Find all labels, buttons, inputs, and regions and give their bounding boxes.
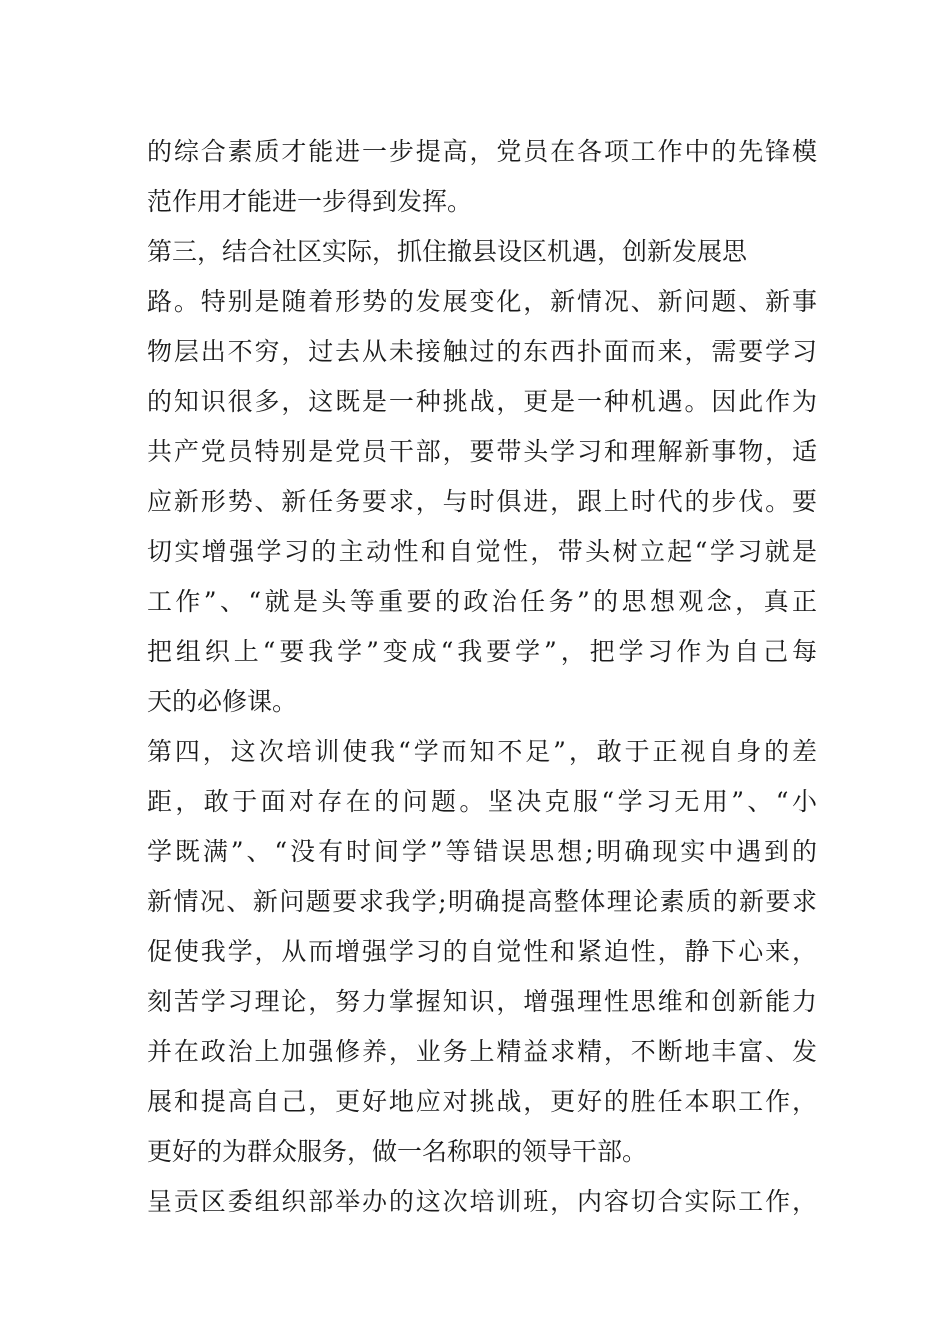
text-line: 的知识很多，这既是一种挑战，更是一种机遇。因此作为: [147, 387, 817, 416]
text-line: 展和提高自己，更好地应对挑战，更好的胜任本职工作，: [147, 1087, 817, 1116]
text-line: 应新形势、新任务要求，与时俱进，跟上时代的步伐。要: [147, 487, 817, 516]
text-line: 把组织上“要我学”变成“我要学”，把学习作为自己每: [147, 637, 817, 666]
text-line: 呈贡区委组织部举办的这次培训班，内容切合实际工作，: [147, 1187, 817, 1216]
text-line: 路。特别是随着形势的发展变化，新情况、新问题、新事: [147, 287, 817, 316]
text-line: 促使我学，从而增强学习的自觉性和紧迫性，静下心来，: [147, 937, 817, 966]
text-line: 并在政治上加强修养，业务上精益求精，不断地丰富、发: [147, 1037, 817, 1066]
text-line: 刻苦学习理论，努力掌握知识，增强理性思维和创新能力: [147, 987, 817, 1016]
text-line: 新情况、新问题要求我学;明确提高整体理论素质的新要求: [147, 887, 817, 916]
text-line: 第四，这次培训使我“学而知不足”，敢于正视自身的差: [147, 737, 817, 766]
text-line: 共产党员特别是党员干部，要带头学习和理解新事物，适: [147, 437, 817, 466]
text-line: 学既满”、“没有时间学”等错误思想;明确现实中遇到的: [147, 837, 817, 866]
text-line: 天的必修课。: [147, 687, 298, 716]
text-line: 物层出不穷，过去从未接触过的东西扑面而来，需要学习: [147, 337, 817, 366]
text-line: 的综合素质才能进一步提高，党员在各项工作中的先锋模: [147, 137, 817, 166]
text-line: 范作用才能进一步得到发挥。: [147, 187, 473, 216]
text-line: 距，敢于面对存在的问题。坚决克服“学习无用”、“小: [147, 787, 817, 816]
text-line: 工作”、“就是头等重要的政治任务”的思想观念，真正: [147, 587, 817, 616]
text-line: 更好的为群众服务，做一名称职的领导干部。: [147, 1137, 648, 1166]
text-line: 第三，结合社区实际，抓住撤县设区机遇，创新发展思: [147, 237, 748, 266]
text-line: 切实增强学习的主动性和自觉性，带头树立起“学习就是: [147, 537, 817, 566]
